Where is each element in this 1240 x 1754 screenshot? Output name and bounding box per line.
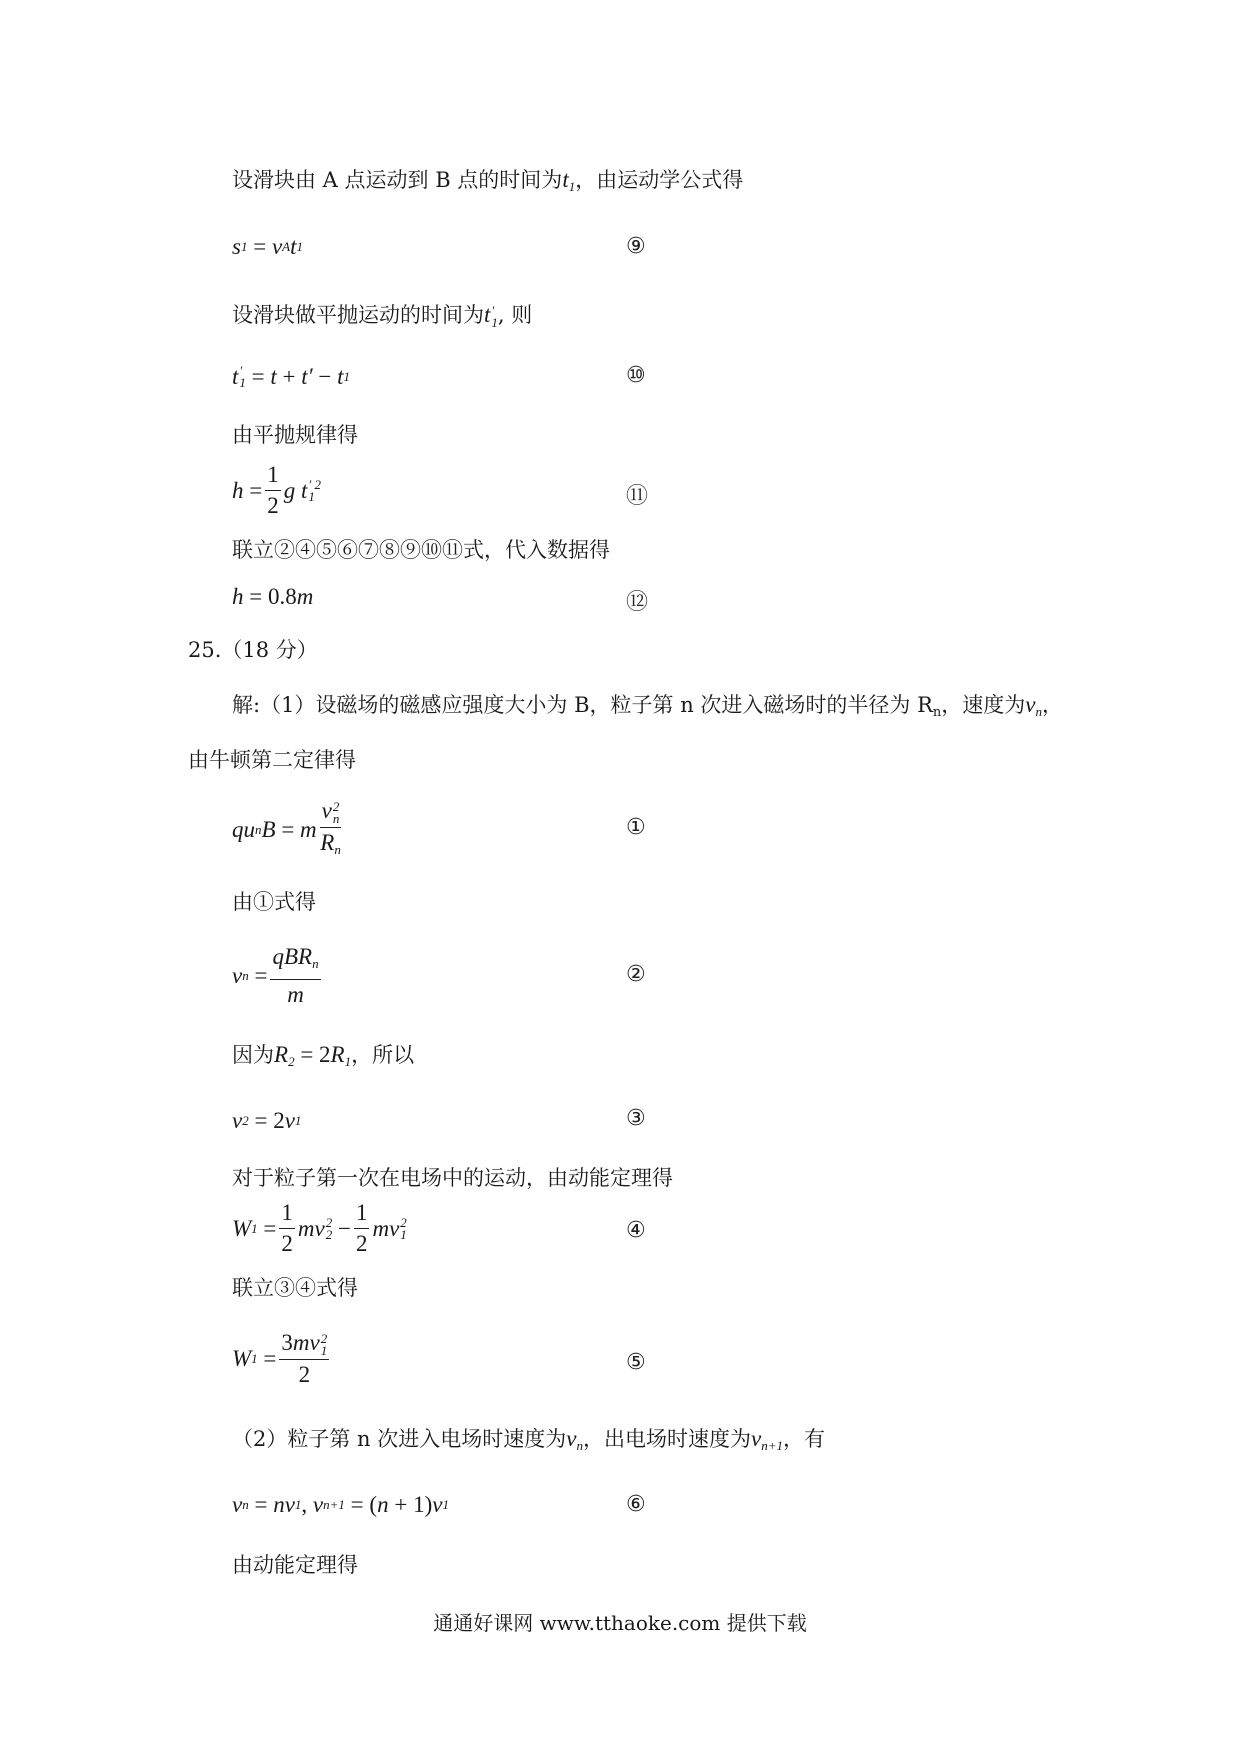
paragraph-1: 设滑块由 A 点运动到 B 点的时间为$t_1$，由运动学公式得 — [232, 167, 744, 194]
paragraph-text: 解:（1）设磁场的磁感应强度大小为 B，粒子第 n 次进入磁场时的半径为 R — [232, 693, 933, 717]
paragraph-text: （2）粒子第 n 次进入电场时速度为 — [232, 1427, 567, 1451]
paragraph-text: 设滑块由 A 点运动到 B 点的时间为 — [232, 168, 563, 192]
paragraph-text: ，出电场时速度为 — [582, 1427, 751, 1451]
equation-number: ⑪ — [626, 484, 649, 509]
equation-number: ③ — [626, 1106, 646, 1131]
paragraph-6 — [188, 745, 356, 775]
paragraph-text: ，由运动学公式得 — [575, 168, 744, 192]
equation-1: qu n B = m v 2 n $R_n$ — [232, 798, 341, 857]
paragraph-text: 由平抛规律得 — [232, 423, 358, 447]
page-footer: 通通好课网 www.tthaoke.com 提供下载 — [433, 1611, 807, 1635]
equation-number: ⑫ — [626, 590, 649, 615]
equation-number: ② — [626, 962, 646, 987]
equation-number: ⑨ — [626, 234, 646, 259]
paragraph-4 — [232, 535, 610, 565]
paragraph-7 — [232, 887, 316, 917]
paragraph-text: 对于粒子第一次在电场中的运动，由动能定理得 — [232, 1166, 673, 1190]
paragraph-text: 由牛顿第二定律得 — [188, 748, 356, 772]
paragraph-text: , 则 — [497, 303, 533, 327]
equation-4: W 1 = $\frac{1}{2}$ mv 2 2 − $\frac{1}{2}$ mv 2 1 — [232, 1200, 407, 1256]
paragraph-text: ， — [1042, 693, 1063, 717]
equation-number: ⑤ — [626, 1350, 646, 1375]
equation-5: W 1 = 3mv 2 1 2 — [232, 1330, 328, 1387]
equation-number: ④ — [626, 1218, 646, 1243]
equation-2: v n = $\frac{qBR_n}{m}$ — [232, 944, 319, 1007]
paragraph-text: 联立②④⑤⑥⑦⑧⑨⑩⑪式，代入数据得 — [232, 538, 610, 562]
question-25-header — [188, 635, 318, 665]
paragraph-11: （2）粒子第 n 次进入电场时速度为$v_n$，出电场时速度为$v_{n+1}$，有 — [232, 1426, 825, 1453]
paragraph-text: 设滑块做平抛运动的时间为 — [232, 303, 484, 327]
equation-number: ① — [626, 815, 646, 840]
paragraph-text: ，有 — [782, 1427, 825, 1451]
paragraph-3 — [232, 420, 358, 450]
paragraph-5: 解:（1）设磁场的磁感应强度大小为 B，粒子第 n 次进入磁场时的半径为 $R_n$，速度为$v_n$， — [232, 692, 1063, 720]
paragraph-9 — [232, 1163, 673, 1193]
equation-11: h = $\frac{1}{2}$ g t ′ 2 1 — [232, 462, 321, 518]
paragraph-12 — [232, 1550, 358, 1580]
equation-12: h = 0.8 m — [232, 584, 314, 609]
equation-10: t ′ 1 = t + t′ − t 1 — [232, 363, 351, 390]
equation-6: v n = nv 1 , v n+1 = ( n + 1) v 1 — [232, 1492, 449, 1517]
paragraph-text: ，所以 — [351, 1043, 415, 1067]
paragraph-2: 设滑块做平抛运动的时间为t ′ 1 , 则 — [232, 302, 533, 330]
equation-number: ⑩ — [626, 363, 646, 388]
equation-number: ⑥ — [626, 1492, 646, 1517]
paragraph-8: 因为$R_2 = 2R_1$，所以 — [232, 1042, 415, 1069]
paragraph-text: 由动能定理得 — [232, 1553, 358, 1577]
equation-3: v 2 = 2 v 1 — [232, 1108, 302, 1133]
paragraph-text: 联立③④式得 — [232, 1276, 358, 1300]
paragraph-text: 因为 — [232, 1043, 274, 1067]
equation-9: s 1 = v A t 1 — [232, 234, 303, 259]
paragraph-10 — [232, 1273, 358, 1303]
paragraph-text: ，速度为 — [941, 693, 1026, 717]
question-number: 25.（18 分） — [188, 638, 318, 662]
paragraph-text: 由①式得 — [232, 890, 316, 914]
